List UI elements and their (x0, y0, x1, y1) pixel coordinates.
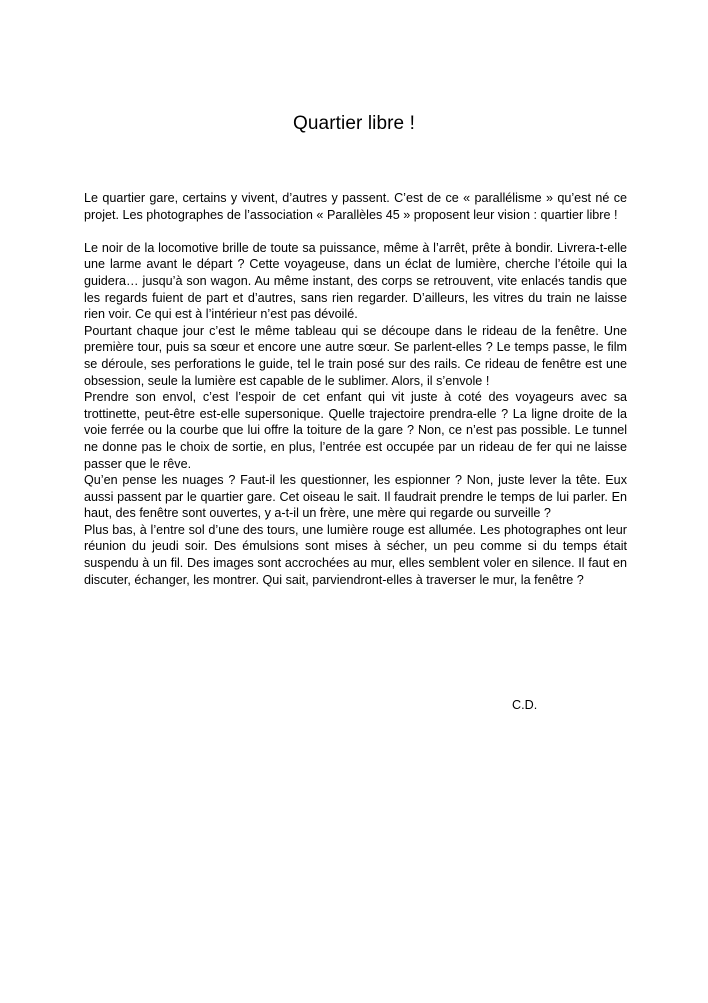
paragraph-envol: Prendre son envol, c’est l’espoir de cet enfant qui vit juste à coté des voyageurs avec sa trottinette, peut-être est-elle supersonique. Quelle trajectoire prendra-elle ? La ligne droite de la voie ferrée ou la courbe que lui offre la toiture de la gare ? Non, ce n’est pas possible. Le tunnel ne donne pas le choix de sortie, en plus, l’entrée est occupée par un rideau de fer qui ne laisse passer que le rêve. (84, 390, 627, 471)
page-title: Quartier libre ! (293, 113, 415, 134)
intro-paragraph: Le quartier gare, certains y vivent, d’autres y passent. C’est de ce « parallélisme » qu’est né ce projet. Les photographes de l’association « Parallèles 45 » proposent leur vision : quartier libre ! (84, 191, 627, 222)
paragraph-nuages: Qu’en pense les nuages ? Faut-il les questionner, les espionner ? Non, juste lever la tête. Eux aussi passent par le quartier gare. Cet oiseau le sait. Il faudrait prendre le temps de lui parler. En haut, des fenêtre sont ouvertes, y a-t-il un frère, une mère qui regarde ou surveille ? (84, 473, 627, 521)
article-body (84, 190, 627, 588)
author-signature: C.D. (512, 698, 538, 712)
paragraph-locomotive: Le noir de la locomotive brille de toute sa puissance, même à l’arrêt, prête à bondir. Livrera-t-elle une larme avant le départ ? Cette voyageuse, dans un éclat de lumière, cherche l’étoile qui la guidera… jusqu’à son wagon. Au même instant, des corps se retrouvent, vite enlacés tandis que les regards fuient de part et d’autres, sans rien regarder. D’ailleurs, les vitres du train ne laisse rien voir. Ce qui est à l’intérieur n’est pas dévoilé. (84, 240, 627, 322)
paragraph-photographes: Plus bas, à l’entre sol d’une des tours, une lumière rouge est allumée. Les photographes ont leur réunion du jeudi soir. Des émulsions sont mises à sécher, un peu comme si du temps était suspendu à un fil. Des images sont accrochées au mur, elles semblent voler en silence. Il faut en discuter, échanger, les montrer. Qui sait, parviendront-elles à traverser le mur, la fenêtre ? (84, 522, 627, 587)
paragraph-window: Pourtant chaque jour c’est le même tableau qui se découpe dans le rideau de la fenêtre. Une première tour, puis sa sœur et encore une autre sœur. Se parlent-elles ? Le temps passe, le film se déroule, ses perforations le guide, tel le train posé sur des rails. Ce rideau de fenêtre est une obsession, seule la lumière est capable de le sublimer. Alors, il s’envole ! (84, 323, 627, 388)
